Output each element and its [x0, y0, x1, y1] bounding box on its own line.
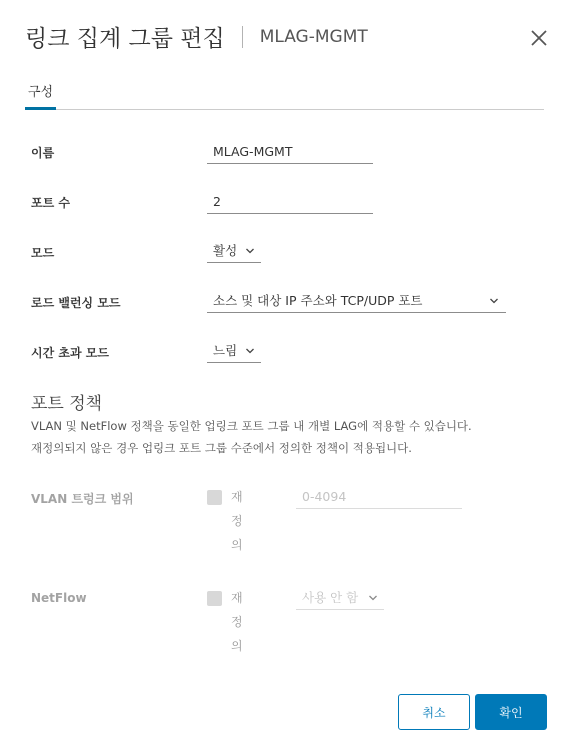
port-count-input[interactable]: 2	[207, 192, 373, 214]
chevron-down-icon	[245, 346, 255, 356]
vlan-override-checkbox[interactable]	[207, 490, 222, 505]
name-label: 이름	[31, 146, 55, 160]
netflow-label: NetFlow	[31, 591, 87, 605]
dialog-title: 링크 집계 그룹 편집	[25, 26, 225, 52]
netflow-select[interactable]	[296, 588, 384, 610]
port-policy-title: 포트 정책	[31, 394, 103, 414]
tab-bar	[25, 84, 544, 110]
port-policy-description-line1: VLAN 및 NetFlow 정책을 동일한 업링크 포트 그룹 내 개별 LAG에 적용할 수 있습니다.	[31, 419, 472, 433]
cancel-button[interactable]: 취소	[398, 694, 470, 730]
netflow-override-label: 재정의	[231, 591, 243, 653]
close-icon[interactable]	[528, 27, 550, 49]
load-balancing-select-value: 소스 및 대상 IP 주소와 TCP/UDP 포트	[213, 293, 423, 308]
dialog-header	[25, 20, 368, 53]
port-policy-description	[31, 415, 551, 459]
dialog-subtitle: MLAG-MGMT	[259, 26, 368, 47]
port-policy-description-line2: 재정의되지 않은 경우 업링크 포트 그룹 수준에서 정의한 정책이 적용됩니다.	[31, 441, 412, 455]
mode-select[interactable]	[207, 241, 261, 263]
timeout-label: 시간 초과 모드	[31, 346, 109, 360]
chevron-down-icon	[489, 296, 499, 306]
vlan-trunk-label: VLAN 트렁크 범위	[31, 492, 134, 506]
chevron-down-icon	[368, 593, 378, 603]
netflow-override-checkbox[interactable]	[207, 591, 222, 606]
vlan-override-label: 재정의	[231, 490, 243, 552]
mode-label: 모드	[31, 246, 55, 260]
ok-button[interactable]: 확인	[475, 694, 547, 730]
mode-select-value: 활성	[213, 243, 238, 258]
title-divider	[242, 26, 243, 48]
port-count-label: 포트 수	[31, 196, 70, 210]
chevron-down-icon	[245, 246, 255, 256]
netflow-select-value: 사용 안 함	[302, 590, 359, 605]
timeout-select-value: 느림	[213, 343, 238, 358]
name-input[interactable]: MLAG-MGMT	[207, 142, 373, 164]
vlan-trunk-input[interactable]: 0-4094	[296, 487, 462, 509]
timeout-select[interactable]	[207, 341, 261, 363]
load-balancing-select[interactable]	[207, 291, 506, 313]
tab-configuration[interactable]: 구성	[25, 84, 56, 110]
load-balancing-label: 로드 밸런싱 모드	[31, 296, 121, 310]
